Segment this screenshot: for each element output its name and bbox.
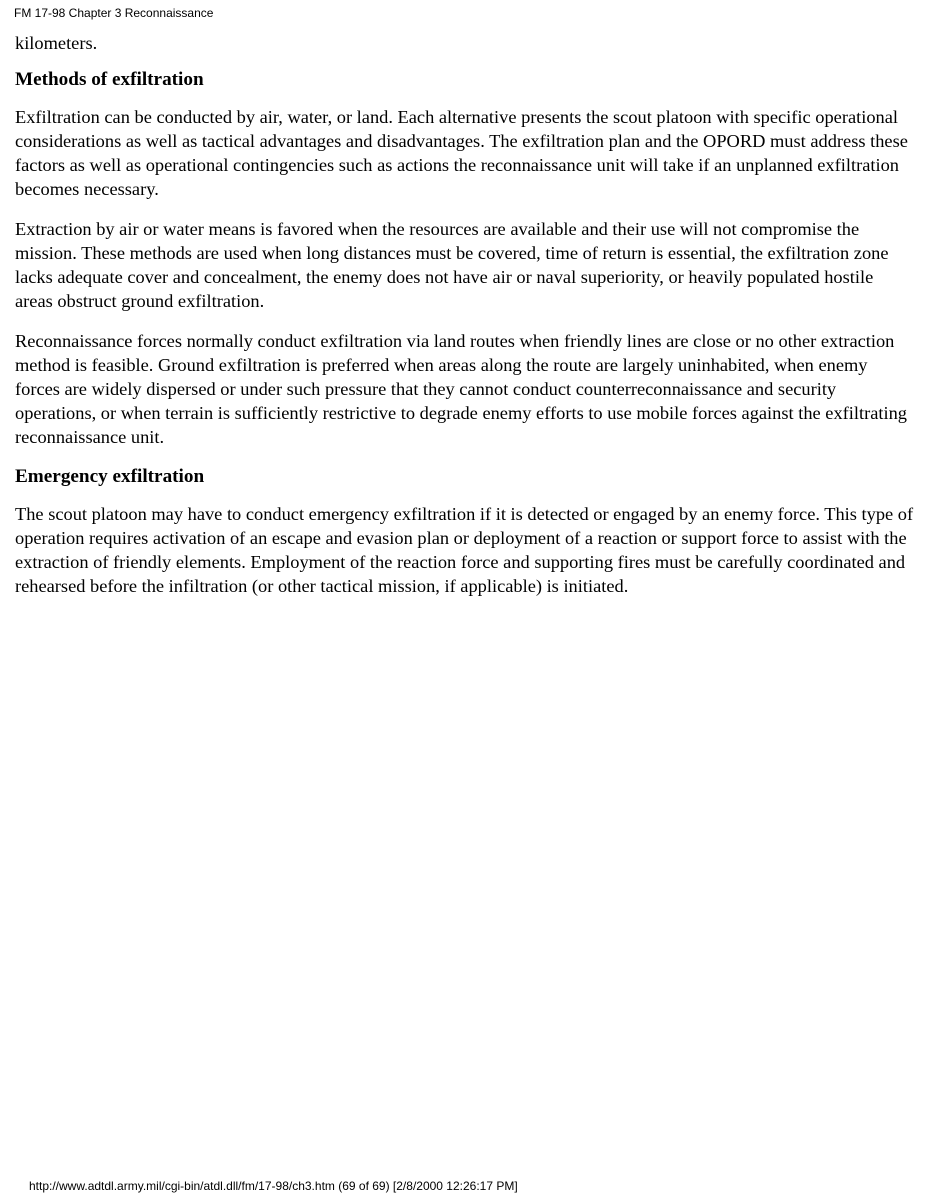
- continuation-text: kilometers.: [15, 33, 98, 53]
- page-footer-url: http://www.adtdl.army.mil/cgi-bin/atdl.dll/fm/17-98/ch3.htm (69 of 69) [2/8/2000 12:26:17 PM]: [29, 1179, 518, 1193]
- paragraph-exfiltration-overview: Exfiltration can be conducted by air, water, or land. Each alternative presents the scout platoon with specific operational considerations as well as tactical advantages and disadvantages. The exfiltration plan and the OPORD must address these factors as well as operational contingencies such as actions the reconnaissance unit will take if an unplanned exfiltration becomes necessary.: [15, 107, 908, 199]
- section-heading-methods-of-exfiltration: Methods of exfiltration: [15, 69, 204, 90]
- document-body: [15, 31, 915, 614]
- paragraph-ground-exfiltration: Reconnaissance forces normally conduct exfiltration via land routes when friendly lines are close or no other extraction method is feasible. Ground exfiltration is preferred when areas along the route are largely uninhabited, when enemy forces are widely dispersed or under such pressure that they cannot conduct counterreconnaissance and security operations, or when terrain is sufficiently restrictive to degrade enemy efforts to use mobile forces against the exfiltrating reconnaissance unit.: [15, 331, 907, 447]
- paragraph-emergency-exfiltration: The scout platoon may have to conduct emergency exfiltration if it is detected or engaged by an enemy force. This type of operation requires activation of an escape and evasion plan or deployment of a reaction or support force to assist with the extraction of friendly elements. Employment of the reaction force and supporting fires must be carefully coordinated and rehearsed before the infiltration (or other tactical mission, if applicable) is initiated.: [15, 504, 914, 596]
- page-header: FM 17-98 Chapter 3 Reconnaissance: [14, 6, 214, 20]
- paragraph-extraction-air-water: Extraction by air or water means is favored when the resources are available and their use will not compromise the mission. These methods are used when long distances must be covered, time of return is essential, the exfiltration zone lacks adequate cover and concealment, the enemy does not have air or naval superiority, or heavily populated hostile areas obstruct ground exfiltration.: [15, 219, 889, 311]
- section-heading-emergency-exfiltration: Emergency exfiltration: [15, 466, 205, 487]
